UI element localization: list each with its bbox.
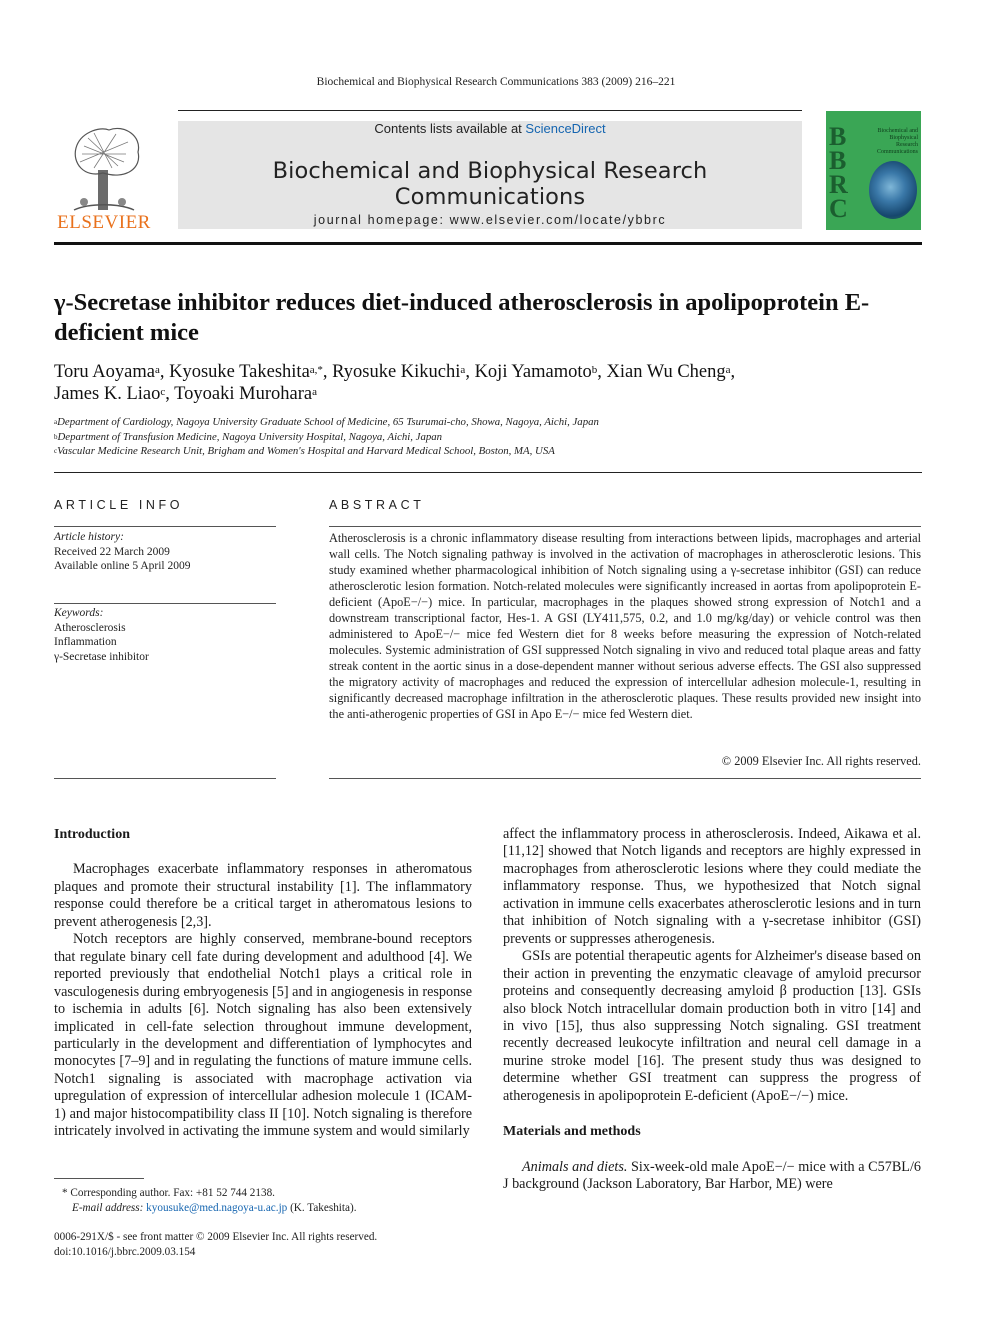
section-heading: Materials and methods	[503, 1124, 641, 1140]
author-line-1: Toru Aoyama$^a$, Kyosuke Takeshita$^{a,*}$, Ryosuke Kikuchi$^a$, Koji Yamamoto$^b$, Xian Wu Cheng$^a$,	[54, 362, 736, 382]
issn-doi	[54, 1230, 494, 1259]
author-list	[54, 361, 934, 405]
copyright: © 2009 Elsevier Inc. All rights reserved.	[721, 754, 921, 768]
sciencedirect-link[interactable]: ScienceDirect	[525, 121, 606, 136]
cover-image	[869, 161, 917, 219]
cover-letters: B B R C	[829, 122, 848, 223]
abstract-heading: ABSTRACT	[329, 498, 425, 512]
journal-homepage[interactable]: journal homepage: www.elsevier.com/locate/ybbrc	[313, 213, 667, 227]
abstract-bottom-rule	[329, 778, 921, 779]
contents-line	[178, 121, 802, 136]
journal-cover	[826, 111, 921, 230]
header-thick-rule	[54, 242, 922, 245]
footnote: * Corresponding author. Fax: +81 52 744 2138. E-mail address: kyousuke@med.nagoya-u.ac.jp (K. Takeshita).	[62, 1187, 357, 1214]
info-bottom-rule	[54, 778, 276, 779]
paragraph: Macrophages exacerbate inflammatory responses in atheromatous plaques and promote their structural instability [1]. The inflammatory response could therefore be a critical target in atheromatous lesions to prevent atherogenesis [2,3].	[54, 861, 472, 930]
paragraph: Notch receptors are highly conserved, membrane-bound receptors that regulate binary cell fate during development and adulthood [4]. We reported previously that endothelial Notch1 plays a critical role in vasculogenesis during embryogenesis [5] and in angiogenesis in response to ischemia in adults [6]. Notch signaling has also been extensively implicated in cell-fate selection throughout immune development, particularly in the development and differentiation of lymphocytes and monocytes [7–9] and in regulating the functions of mature immune cells. Notch1 signaling is associated with macrophage activation via upregulation of expression of intercellular adhesion molecule 1 (ICAM-1) and major histocompatibility class II [10]. Notch signaling is therefore intricately involved in activating the immune system and would similarly	[54, 931, 472, 1140]
author: Toru Aoyama	[54, 362, 155, 382]
header-rule	[178, 110, 802, 111]
doi: doi:10.1016/j.bbrc.2009.03.154	[54, 1245, 196, 1258]
author-line-2: James K. Liao$^c$, Toyoaki Murohara$^a$	[54, 384, 317, 404]
keywords: Keywords: Atherosclerosis Inflammation γ-Secretase inhibitor	[54, 606, 276, 664]
affiliation: $^a$Department of Cardiology, Nagoya University Graduate School of Medicine, 65 Tsurumai-cho, Showa, Nagoya, Aichi, Japan	[54, 416, 599, 428]
info-rule	[54, 526, 276, 527]
body-left-column	[54, 826, 472, 1141]
article-title: γ-Secretase inhibitor reduces diet-induced atherosclerosis in apolipoprotein E-deficient mice	[54, 289, 870, 346]
abstract-text: Atherosclerosis is a chronic inflammatory disease resulting from interactions between lipids, macrophages and arterial wall cells. The Notch signaling pathway is involved in the activation of macrophages in atherosclerotic lesions. This study examined whether pharmacological inhibition of Notch signaling using a γ-secretase inhibitor (GSI) can reduce atherosclerotic lesion formation. Notch-related molecules were significantly increased in aortas from apolipoprotein E-deficient (ApoE−/−) mice. In particular, macrophages in the plaques showed strong expression of Notch1 and a downstream transcriptional factor, Hes-1. A GSI (LY411,575, 0.2, and 1.0 mg/kg/day) or vehicle control was then administered to ApoE−/− mice fed Western diet for 8 weeks before measuring the expression of Notch-related molecules. Systemic administration of GSI suppressed Notch signaling in vivo and reduced total plaque areas and fatty streak content in the aortic sinus in a dose-dependent manner without serious adverse effects. The GSI also suppressed the migratory activity of macrophages and reduced the expression of intercellular adhesion molecule-1, resulting in significantly decreased macrophage infiltration in the atherosclerotic plaques. These results provided new insight into the anti-atherogenic properties of GSI in Apo E−/− mice fed Western diet.	[329, 531, 921, 721]
abstract-rule	[329, 526, 921, 527]
paragraph: GSIs are potential therapeutic agents for Alzheimer's disease based on their action in preventing the enzymatic cleavage of amyloid precursor proteins and consequently decreasing amyloid β production [13]. GSIs also block Notch intracellular domain production both in vitro [14] and in vivo [15], thus also suppressing Notch signaling. GSI treatment recently decreased leukocyte infiltration and neural cell damage in a murine stroke model [16]. The present study thus was designed to determine whether GSI treatment can suppress the progress of atherogenesis in apolipoprotein E-deficient (ApoE−/−) mice.	[503, 948, 921, 1104]
author: Kyosuke Takeshita	[169, 362, 310, 382]
article-info-heading: ARTICLE INFO	[54, 498, 184, 512]
elsevier-wordmark: ELSEVIER	[57, 212, 151, 233]
issn: 0006-291X/$ - see front matter © 2009 Elsevier Inc. All rights reserved.	[54, 1231, 378, 1243]
journal-citation: Biochemical and Biophysical Research Communications 383 (2009) 216–221	[316, 76, 676, 88]
author: Xian Wu Cheng	[606, 362, 726, 382]
affil-rule	[54, 472, 922, 473]
author: Ryosuke Kikuchi	[332, 362, 461, 382]
keyword: Inflammation	[54, 636, 117, 648]
affiliation: $^c$Vascular Medicine Research Unit, Brigham and Women's Hospital and Harvard Medical School, Boston, MA, USA	[54, 445, 555, 457]
affiliation: $^b$Department of Transfusion Medicine, Nagoya University Hospital, Nagoya, Aichi, Japan	[54, 430, 443, 443]
section-heading: Introduction	[54, 827, 130, 842]
cover-title: Biochemical and Biophysical Research Communications	[877, 128, 918, 155]
body-right-column	[503, 826, 921, 1194]
keyword: Atherosclerosis	[54, 621, 126, 634]
contents-prefix: Contents lists available at	[374, 121, 522, 136]
paragraph: Animals and diets. Six-week-old male ApoE−/− mice with a C57BL/6 J background (Jackson Laboratory, Bar Harbor, ME) were	[503, 1158, 921, 1193]
journal-name: Biochemical and Biophysical Research Communications	[272, 158, 708, 210]
keywords-rule	[54, 603, 276, 604]
footnote-rule	[54, 1178, 144, 1179]
author: Toyoaki Murohara	[174, 384, 313, 404]
author: James K. Liao	[54, 384, 161, 404]
paragraph: affect the inflammatory process in atherosclerosis. Indeed, Aikawa et al. [11,12] showed that Notch ligands and receptors are highly expressed in macrophages from atherosclerotic lesions where they could mediate the inflammatory response. Thus, we hypothesized that Notch signal activation in immune cells exacerbates atherosclerotic lesions and in turn that inhibition of Notch signaling with a γ-secretase inhibitor (GSI) prevents or suppresses atherogenesis.	[503, 826, 921, 947]
author: Koji Yamamoto	[474, 362, 592, 382]
keyword: γ-Secretase inhibitor	[54, 650, 149, 663]
email-link[interactable]: kyousuke@med.nagoya-u.ac.jp	[146, 1201, 288, 1214]
affiliations	[54, 415, 934, 459]
article-history: Article history: Received 22 March 2009 Available online 5 April 2009	[54, 531, 191, 572]
